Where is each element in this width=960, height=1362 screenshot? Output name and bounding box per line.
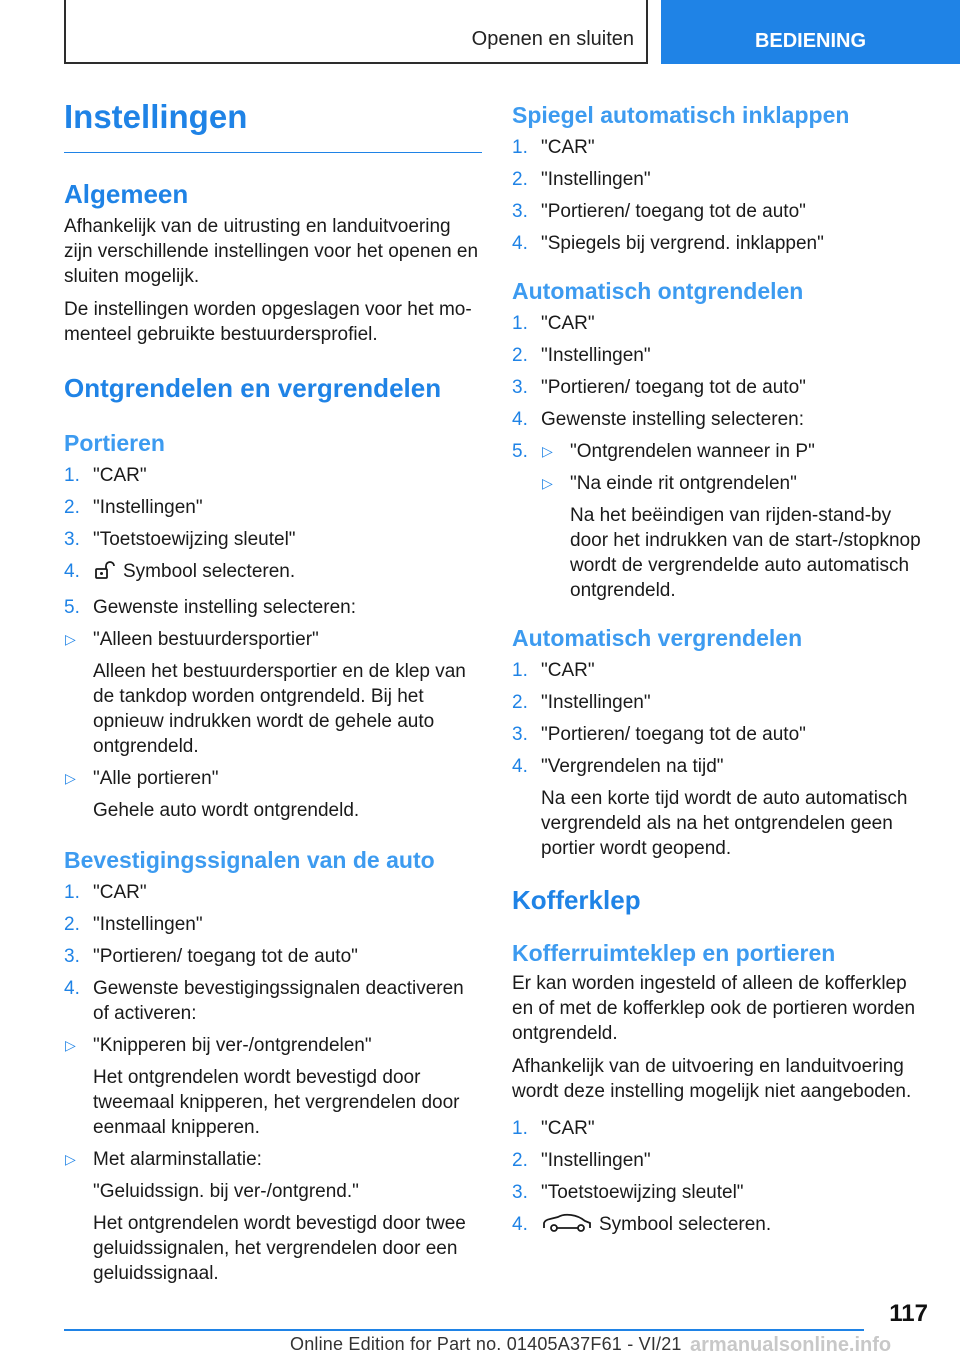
- list-item: 4. Symbool selecteren.: [512, 1212, 930, 1241]
- list-item: 3. "Portieren/ toegang tot de auto": [512, 724, 806, 745]
- list-item: 3. "Portieren/ toegang tot de auto": [512, 201, 806, 222]
- auto-unlock-steps: [512, 311, 930, 464]
- bullet-item: ▷ "Alleen bestuurdersportier" Alleen het bestuurdersportier en de klep van de tankdop worden ontgrendeld. Bij het opnieuw indrukken wordt de gehele auto ontgrendeld.: [65, 629, 466, 757]
- triangle-icon: ▷: [65, 770, 76, 786]
- list-item: 2. "Instellingen": [512, 692, 651, 713]
- page-title: Instellingen: [64, 98, 482, 153]
- triangle-icon: ▷: [65, 631, 76, 647]
- list-item: 3. "Toetstoewijzing sleutel": [64, 529, 296, 550]
- list-item: 2. "Instellingen": [64, 497, 203, 518]
- heading-trunk: Kofferklep: [512, 885, 641, 915]
- page-number: 117: [889, 1300, 928, 1327]
- heading-general: Algemeen: [64, 179, 189, 209]
- watermark: armanualsonline.info: [690, 1334, 892, 1356]
- trunk-paragraph-2: Afhankelijk van de uitvoering en landuitvoering wordt deze instelling mogelijk niet aangeboden.: [512, 1056, 912, 1102]
- triangle-icon: ▷: [65, 1151, 76, 1167]
- trunk-paragraph-1: Er kan worden ingesteld of alleen de kofferklep en of met de kofferklep ook de portieren worden ontgrendeld.: [512, 973, 916, 1044]
- bullet-item: ▷ "Knipperen bij ver-/ontgrendelen" Het ontgrendelen wordt bevestigd door tweemaal knipperen, het vergrendelen door eenmaal knipperen.: [65, 1035, 460, 1138]
- right-column: [512, 102, 930, 1248]
- list-item: 3. "Portieren/ toegang tot de auto": [512, 377, 806, 398]
- triangle-icon: ▷: [542, 475, 553, 491]
- heading-auto-unlock: Automatisch ontgrendelen: [512, 278, 804, 304]
- bullet-item: ▷ "Na einde rit ontgrendelen" Na het beëindigen van rijden-stand-by door het indrukken van de start-/stopknop wordt de vergrendelde auto automatisch ontgrendeld.: [542, 473, 921, 601]
- heading-auto-lock: Automatisch vergrendelen: [512, 625, 803, 651]
- footer-edition: Online Edition for Part no. 01405A37F61 - VI/21: [290, 1334, 682, 1354]
- list-item: 1. "CAR": [512, 137, 595, 158]
- doors-steps: [64, 463, 482, 620]
- left-column: [64, 98, 482, 1293]
- signals-options: [64, 1033, 482, 1286]
- list-item: 4. "Spiegels bij vergrend. inklappen": [512, 233, 824, 254]
- list-item: 1. "CAR": [64, 882, 147, 903]
- triangle-icon: ▷: [542, 443, 553, 459]
- car-trunk-icon: [541, 1212, 593, 1241]
- list-item: 1. "CAR": [64, 465, 147, 486]
- list-item: 2. "Instellingen": [512, 169, 651, 190]
- list-item: 4. "Vergrendelen na tijd" Na een korte tijd wordt de auto automatisch vergrendeld als na het ontgrendelen geen portier wordt geopend.: [512, 756, 908, 859]
- general-paragraph-1: Afhankelijk van de uitrusting en landuitvoering zijn verschillende instellingen voor het openen en sluiten mogelijk.: [64, 216, 479, 287]
- doors-options: [64, 627, 482, 823]
- list-item: 1. "CAR": [512, 660, 595, 681]
- list-item: 3. "Portieren/ toegang tot de auto": [64, 946, 358, 967]
- footer-divider: [64, 1329, 864, 1331]
- heading-mirror: Spiegel automatisch inklappen: [512, 102, 850, 128]
- list-item: 1. "CAR": [512, 313, 595, 334]
- bullet-item: ▷ "Ontgrendelen wanneer in P": [542, 441, 815, 462]
- list-item: 2. "Instellingen": [64, 914, 203, 935]
- general-paragraph-2: De instellingen worden opgeslagen voor het mo-menteel gebruikte bestuurdersprofiel.: [64, 299, 472, 345]
- list-item: 4. Symbool selecteren.: [64, 559, 482, 588]
- bullet-item: ▷ "Alle portieren" Gehele auto wordt ontgrendeld.: [65, 768, 360, 821]
- list-item: 5. Gewenste instelling selecteren:: [64, 597, 356, 618]
- bullet-item: ▷ Met alarminstallatie: "Geluidssign. bij ver-/ontgrend." Het ontgrendelen wordt bevestigd door twee geluidssignalen, het vergrendelen door een geluidssignaal.: [65, 1149, 466, 1284]
- list-item: 2. "Instellingen": [512, 345, 651, 366]
- trunk-steps: [512, 1116, 930, 1241]
- auto-unlock-options: [512, 471, 930, 603]
- header-frame: [64, 0, 648, 64]
- chapter-tab[interactable]: BEDIENING: [661, 0, 960, 64]
- heading-doors: Portieren: [64, 430, 165, 456]
- triangle-icon: ▷: [65, 1037, 76, 1053]
- door-key-icon: [93, 561, 117, 588]
- list-item: 1. "CAR": [512, 1118, 595, 1139]
- list-item: 4. Gewenste bevestigingssignalen deactiveren of activeren:: [64, 978, 464, 1024]
- mirror-steps: [512, 135, 930, 256]
- heading-lock-unlock: Ontgrendelen en vergrendelen: [64, 373, 442, 403]
- auto-lock-steps: [512, 658, 930, 861]
- signals-steps: [64, 880, 482, 1026]
- heading-trunk-doors: Kofferruimteklep en portieren: [512, 940, 836, 966]
- list-item: 5. ▷ "Ontgrendelen wanneer in P": [512, 439, 930, 464]
- list-item: 2. "Instellingen": [512, 1150, 651, 1171]
- list-item: 3. "Toetstoewijzing sleutel": [512, 1182, 744, 1203]
- list-item: 4. Gewenste instelling selecteren:: [512, 409, 804, 430]
- section-title: Openen en sluiten: [471, 28, 634, 50]
- heading-signals: Bevestigingssignalen van de auto: [64, 847, 435, 873]
